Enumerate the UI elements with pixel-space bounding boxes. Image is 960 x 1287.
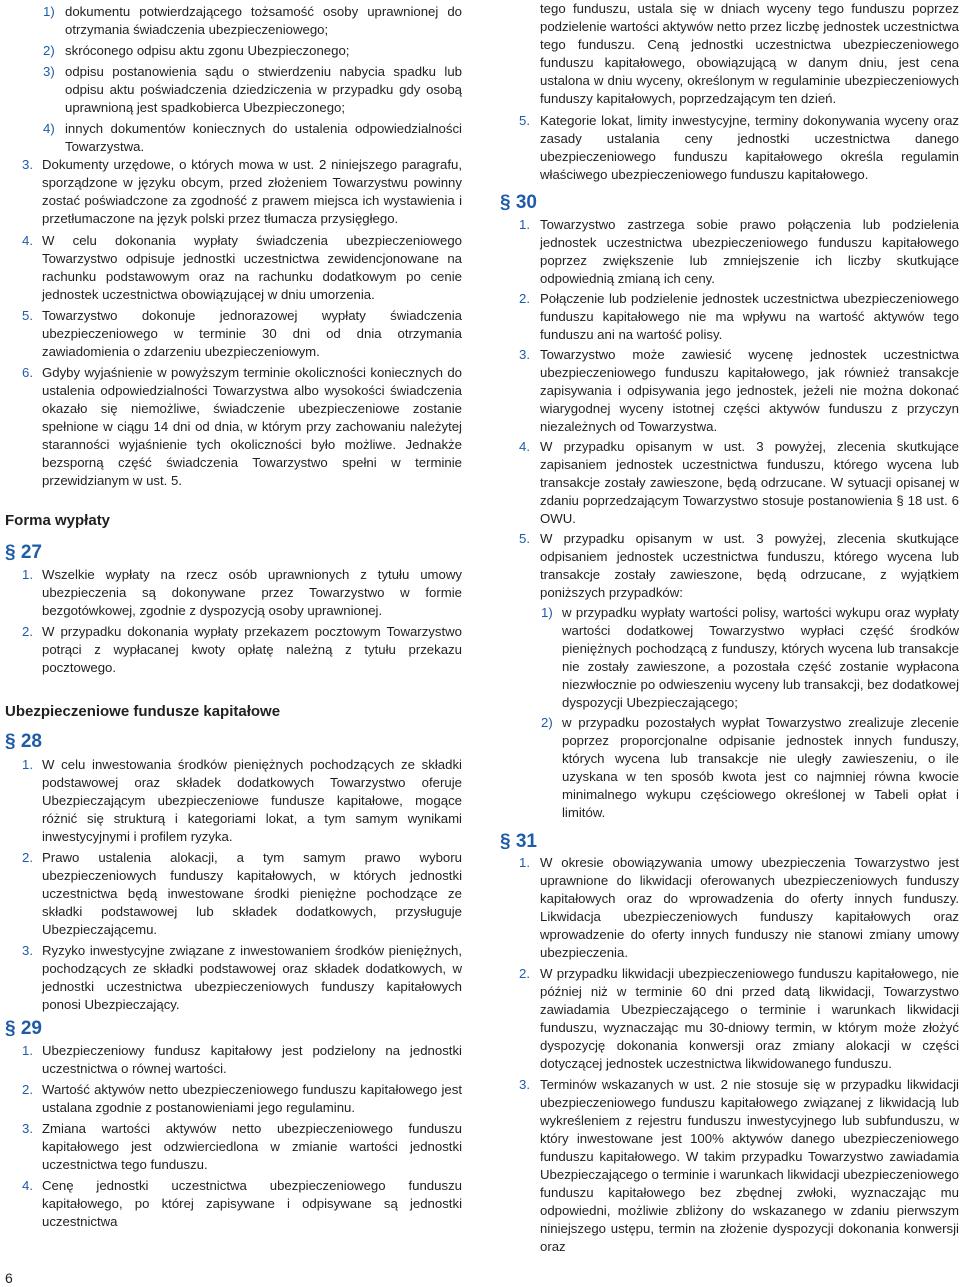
clause-item bbox=[0, 1081, 462, 1117]
item-text: w przypadku wypłaty wartości polisy, wartości wykupu oraz wypłaty wartości dodatkowej Towarzystwo wypłaci część środków pieniężnych pochodzącą z funduszy, których wycena lub transakcje nie zostały zawieszone, a pozostała część zostanie wypłacona niezwłocznie po odwieszeniu wyceny lub transakcji, bez dodatkowej dyspozycji Ubezpieczającego; bbox=[562, 605, 959, 710]
item-number: 1. bbox=[519, 855, 530, 870]
item-number: 4. bbox=[22, 233, 33, 248]
clause-item bbox=[0, 756, 462, 846]
item-number: 4. bbox=[519, 439, 530, 454]
clause-item bbox=[497, 216, 959, 288]
item-number: 5. bbox=[519, 113, 530, 128]
item-number: 6. bbox=[22, 365, 33, 380]
clause-item bbox=[497, 854, 959, 962]
item-number: 1) bbox=[43, 4, 55, 19]
document-list-item bbox=[0, 42, 462, 60]
clause-subitem bbox=[497, 714, 959, 822]
clause-item bbox=[0, 364, 462, 490]
item-number: 2. bbox=[519, 966, 530, 981]
item-number: 5. bbox=[22, 308, 33, 323]
clause-item bbox=[0, 232, 462, 304]
clause-item bbox=[0, 1120, 462, 1174]
item-text: Gdyby wyjaśnienie w powyższym terminie okoliczności koniecznych do ustalenia odpowiedzialności Towarzystwa albo wysokości świadczenia okazało się niemożliwe, świadczenie ubezpieczeniowe zostanie spełnione w ciągu 14 dni od dnia, w którym przy zachowaniu należytej staranności wyjaśnienie tych okoliczności było możliwe. Jednakże bezsporną część świadczenia Towarzystwo spełni w terminie przewidzianym w ust. 5. bbox=[42, 365, 462, 488]
item-text: Kategorie lokat, limity inwestycyjne, terminy dokonywania wyceny oraz zasady ustalania ceny jednostki uczestnictwa danego ubezpieczeniowego funduszu kapitałowego określa regulamin właściwego ubezpieczeniowego funduszu kapitałowego. bbox=[540, 113, 959, 182]
item-number: 4) bbox=[43, 121, 55, 136]
item-text: Terminów wskazanych w ust. 2 nie stosuje się w przypadku likwidacji ubezpieczeniowego funduszu kapitałowego związanej z likwidacją lub wykreśleniem z rejestru funduszu inwestycyjnego lub subfunduszu, w który inwestowane jest 100% aktywów danego ubezpieczeniowego funduszu kapitałowego. W takim przypadku Towarzystwo zawiadamia Ubezpieczającego o terminie i warunkach likwidacji ubezpieczeniowego funduszu kapitałowego bez zbędnej zwłoki, wyznaczając mu odpowiedni, możliwie zbliżony do wskazanego w zdaniu pierwszym niniejszego ustępu, termin na złożenie dyspozycji dokonania konwersji oraz bbox=[540, 1077, 959, 1254]
left-column bbox=[0, 3, 462, 1234]
item-number: 2. bbox=[22, 1082, 33, 1097]
item-number: 5. bbox=[519, 531, 530, 546]
paragraph-heading: § 27 bbox=[5, 542, 42, 563]
item-text: Ryzyko inwestycyjne związane z inwestowaniem środków pieniężnych, pochodzących ze składki podstawowej oraz składek dodatkowych, w jednostki uczestnictwa ubezpieczeniowych funduszy kapitałowych ponosi Ubezpieczający. bbox=[42, 943, 462, 1012]
item-text: Towarzystwo może zawiesić wycenę jednostek uczestnictwa ubezpieczeniowego funduszu kapitałowego, jak również transakcje zapisywania i odpisywania jego jednostek, jeżeli nie można dokonać wiarygodnej wyceny istotnej części aktywów funduszu z przyczyn niezależnych od Towarzystwa. bbox=[540, 347, 959, 434]
item-number: 2. bbox=[22, 850, 33, 865]
clause-item bbox=[0, 1042, 462, 1078]
item-number: 2) bbox=[43, 43, 55, 58]
clause-item bbox=[0, 307, 462, 361]
clause-item bbox=[497, 438, 959, 528]
item-text: Zmiana wartości aktywów netto ubezpieczeniowego funduszu kapitałowego jest odzwierciedlona w zmianie wartości jednostki uczestnictwa tego funduszu. bbox=[42, 1121, 462, 1172]
item-text: W celu dokonania wypłaty świadczenia ubezpieczeniowego Towarzystwo odpisuje jednostki uczestnictwa zewidencjonowane na rachunku podstawowym oraz na rachunku dodatkowym po cenie jednostek uczestnictwa obowiązującej w dniu umorzenia. bbox=[42, 233, 462, 302]
item-number: 1. bbox=[22, 757, 33, 772]
item-number: 1) bbox=[541, 605, 553, 620]
item-text: Cenę jednostki uczestnictwa ubezpieczeniowego funduszu kapitałowego, po której zapisywane i odpisywane są jednostki uczestnictwa bbox=[42, 1178, 462, 1229]
item-text: dokumentu potwierdzającego tożsamość osoby uprawnionej do otrzymania świadczenia ubezpieczeniowego; bbox=[65, 4, 462, 37]
item-number: 2) bbox=[541, 715, 553, 730]
item-number: 1. bbox=[22, 567, 33, 582]
item-text: W przypadku opisanym w ust. 3 powyżej, zlecenia skutkujące zapisaniem jednostek uczestnictwa funduszu, którego wycena lub transakcje zostały zawieszone, będą odrzucane. W sytuacji opisanej w zdaniu poprzedzającym Towarzystwo stosuje postanowienia § 18 ust. 6 OWU. bbox=[540, 439, 959, 526]
document-list-item bbox=[0, 120, 462, 156]
clause-item bbox=[0, 849, 462, 939]
item-text: Dokumenty urzędowe, o których mowa w ust. 2 niniejszego paragrafu, sporządzone w języku obcym, przed złożeniem Towarzystwu powinny zostać poświadczone za zgodność z prawem miejsca ich wystawienia i przetłumaczone na język polski przez tłumacza przysięgłego. bbox=[42, 157, 462, 226]
clause-item bbox=[497, 290, 959, 344]
clause-item bbox=[0, 942, 462, 1014]
clause-item bbox=[497, 112, 959, 184]
paragraph-heading: § 28 bbox=[5, 731, 42, 752]
continued-paragraph: tego funduszu, ustala się w dniach wyceny tego funduszu poprzez podzielenie wartości aktywów netto przez liczbę jednostek uczestnictwa tego funduszu. Ceną jednostki uczestnictwa ubezpieczeniowego funduszu kapitałowego, obowiązującą w danym dniu, jest cena ustalona w dniu wyceny, określonym w regulaminie ubezpieczeniowych funduszy kapitałowych, poprzedzającym ten dzień. bbox=[540, 1, 959, 106]
item-text: innych dokumentów koniecznych do ustalenia odpowiedzialności Towarzystwa. bbox=[65, 121, 462, 154]
item-text: W przypadku opisanym w ust. 3 powyżej, zlecenia skutkujące odpisaniem jednostek uczestnictwa funduszu, którego wycena lub transakcje zostały zawieszone, będą odrzucane, z wyjątkiem poniższych przypadków: bbox=[540, 531, 959, 600]
clause-item bbox=[497, 1076, 959, 1256]
item-text: Połączenie lub podzielenie jednostek uczestnictwa ubezpieczeniowego funduszu kapitałowego nie ma wpływu na wartość aktywów tego funduszu ani na wartość polisy. bbox=[540, 291, 959, 342]
clause-item bbox=[497, 346, 959, 436]
item-number: 3. bbox=[22, 943, 33, 958]
clause-item bbox=[497, 530, 959, 602]
item-text: Towarzystwo dokonuje jednorazowej wypłaty świadczenia ubezpieczeniowego w terminie 30 dni od dnia otrzymania zawiadomienia o zdarzeniu ubezpieczeniowym. bbox=[42, 308, 462, 359]
item-text: W przypadku likwidacji ubezpieczeniowego funduszu kapitałowego, nie później niż w terminie 60 dni przed datą likwidacji, Towarzystwo zawiadamia Ubezpieczającego o terminie i warunkach likwidacji funduszu, wyznaczając mu 30-dniowy termin, w którym może złożyć dyspozycję dokonania konwersji oraz zmiany alokacji w części dotyczącej jednostek uczestnictwa likwidowanego funduszu. bbox=[540, 966, 959, 1071]
clause-subitem bbox=[497, 604, 959, 712]
paragraph-heading: § 31 bbox=[500, 831, 537, 852]
document-list-item bbox=[0, 3, 462, 39]
clause-item bbox=[0, 623, 462, 677]
item-text: Wszelkie wypłaty na rzecz osób uprawnionych z tytułu umowy ubezpieczenia są dokonywane przez Towarzystwo w formie bezgotówkowej, zgodnie z dyspozycją osoby uprawnionej. bbox=[42, 567, 462, 618]
item-text: W okresie obowiązywania umowy ubezpieczenia Towarzystwo jest uprawnione do likwidacji oferowanych ubezpieczeniowych funduszy kapitałowych oraz do wprowadzenia do oferty innych funduszy. Likwidacja ubezpieczeniowych funduszy kapitałowych oraz wprowadzenie do oferty innych funduszy nie stanowi zmiany umowy ubezpieczenia. bbox=[540, 855, 959, 960]
item-number: 3. bbox=[22, 1121, 33, 1136]
clause-item bbox=[0, 1177, 462, 1231]
item-text: W przypadku dokonania wypłaty przekazem pocztowym Towarzystwo potrąci z wypłacanej kwoty opłatę należną z tytułu przekazu pocztowego. bbox=[42, 624, 462, 675]
section-heading: Forma wypłaty bbox=[5, 512, 111, 529]
item-text: odpisu postanowienia sądu o stwierdzeniu nabycia spadku lub odpisu aktu poświadczenia dziedziczenia w przypadku gdy osobą uprawnioną jest spadkobierca Ubezpieczonego; bbox=[65, 64, 462, 115]
page-number: 6 bbox=[5, 1270, 13, 1286]
item-number: 3. bbox=[22, 157, 33, 172]
item-text: w przypadku pozostałych wypłat Towarzystwo zrealizuje zlecenie poprzez proporcjonalne odpisanie jednostek innych funduszy, których wycena lub transakcje nie uległy zawieszeniu, o ile uzyskana w ten sposób kwota jest co najmniej równa kwocie minimalnego wykupu częściowego określonej w Tabeli opłat i limitów. bbox=[562, 715, 959, 820]
item-number: 4. bbox=[22, 1178, 33, 1193]
item-text: skróconego odpisu aktu zgonu Ubezpieczonego; bbox=[65, 43, 350, 58]
item-text: W celu inwestowania środków pieniężnych pochodzących ze składki podstawowej oraz składek dodatkowych Towarzystwo oferuje Ubezpieczającym ubezpieczeniowe fundusze kapitałowe, mogące różnić się strukturą i kategoriami lokat, a tym samym wynikami inwestycyjnymi i profilem ryzyka. bbox=[42, 757, 462, 844]
item-number: 3. bbox=[519, 347, 530, 362]
item-text: Towarzystwo zastrzega sobie prawo połączenia lub podzielenia jednostek uczestnictwa ubezpieczeniowego funduszu kapitałowego poprzez zwiększenie lub zmniejszenie ich liczby skutkujące odpowiednią zmianą ich ceny. bbox=[540, 217, 959, 286]
item-text: Prawo ustalenia alokacji, a tym samym prawo wyboru ubezpieczeniowych funduszy kapitałowych, w których jednostki uczestnictwa będą inwestowane środki pieniężne pochodzące ze składki podstawowej lub składek dodatkowych, przysługuje Ubezpieczającemu. bbox=[42, 850, 462, 937]
item-number: 3) bbox=[43, 64, 55, 79]
item-text: Ubezpieczeniowy fundusz kapitałowy jest podzielony na jednostki uczestnictwa o równej wartości. bbox=[42, 1043, 462, 1076]
section-heading: Ubezpieczeniowe fundusze kapitałowe bbox=[5, 703, 281, 720]
paragraph-heading: § 30 bbox=[500, 192, 537, 213]
item-number: 2. bbox=[22, 624, 33, 639]
document-list-item bbox=[0, 63, 462, 117]
item-number: 3. bbox=[519, 1077, 530, 1092]
item-text: Wartość aktywów netto ubezpieczeniowego funduszu kapitałowego jest ustalana zgodnie z postanowieniami jego regulaminu. bbox=[42, 1082, 462, 1115]
item-number: 1. bbox=[22, 1043, 33, 1058]
paragraph-heading: § 29 bbox=[5, 1018, 42, 1039]
right-column bbox=[497, 0, 959, 1258]
clause-item bbox=[0, 566, 462, 620]
item-number: 1. bbox=[519, 217, 530, 232]
clause-item bbox=[0, 156, 462, 228]
item-number: 2. bbox=[519, 291, 530, 306]
clause-item bbox=[497, 965, 959, 1073]
